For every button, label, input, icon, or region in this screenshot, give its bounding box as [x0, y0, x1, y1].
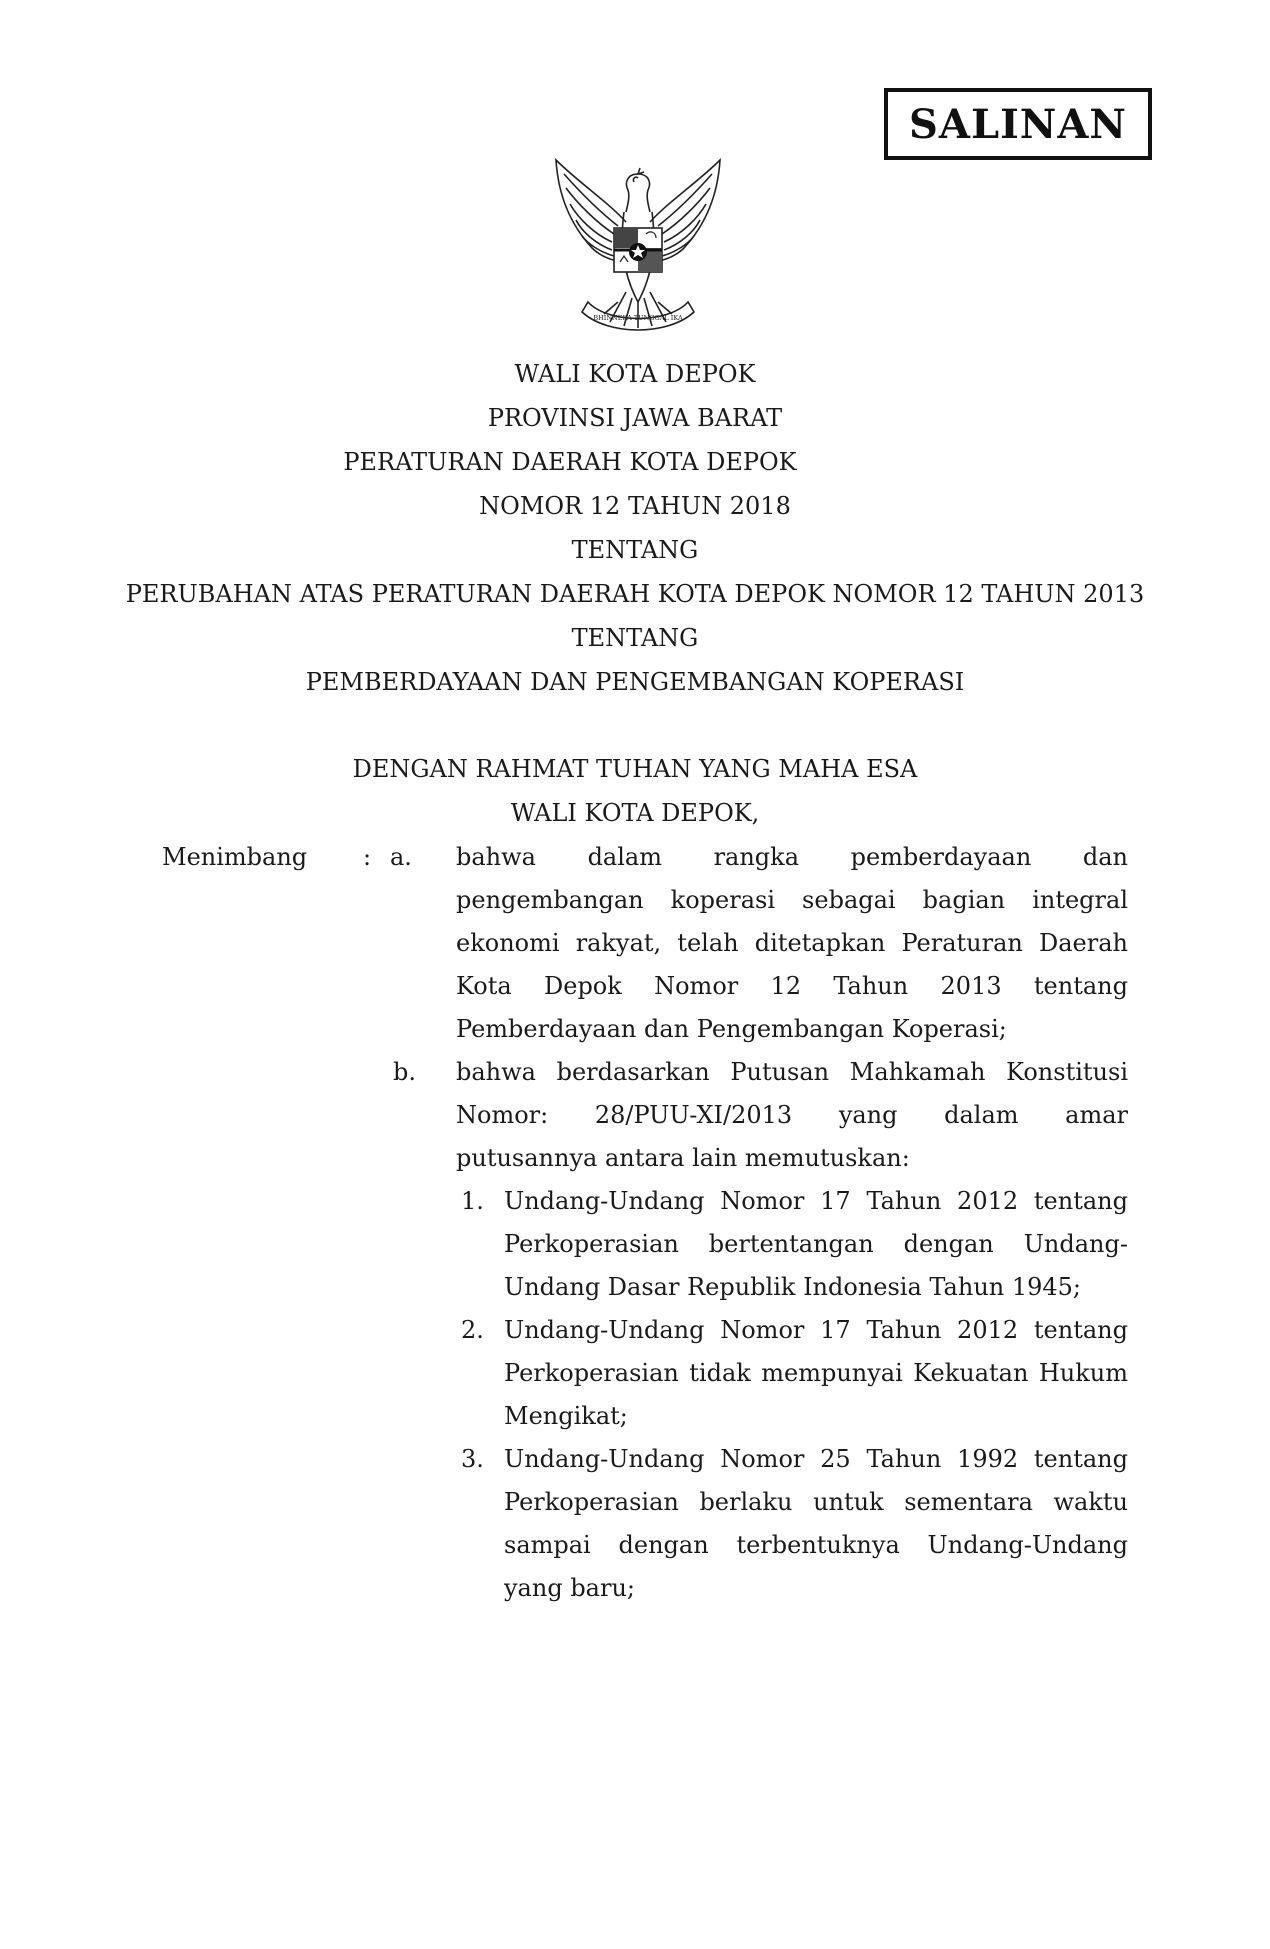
ruling-item-3-line: Undang-Undang Nomor 25 Tahun 1992 tentang	[504, 1445, 1128, 1473]
ruling-item-1-number: 1.	[461, 1187, 484, 1215]
salinan-stamp: SALINAN	[884, 88, 1152, 160]
ruling-item-2-number: 2.	[461, 1316, 484, 1344]
ruling-item-3-line: Perkoperasian berlaku untuk sementara waktu	[504, 1488, 1128, 1516]
ruling-item-3-number: 3.	[461, 1445, 484, 1473]
menimbang-colon: :	[363, 843, 372, 871]
ruling-item-1-line: Perkoperasian bertentangan dengan Undang-	[504, 1230, 1128, 1258]
preamble-wali-kota: WALI KOTA DEPOK,	[510, 799, 760, 827]
header-wali-kota: WALI KOTA DEPOK	[514, 360, 756, 388]
ruling-item-1-line: Undang-Undang Nomor 17 Tahun 2012 tentang	[504, 1187, 1128, 1215]
consideration-a-marker: a.	[390, 843, 412, 871]
menimbang-label: Menimbang	[162, 843, 308, 871]
consideration-b-line: Nomor: 28/PUU-XI/2013 yang dalam amar	[456, 1101, 1128, 1129]
ruling-item-3-line: yang baru;	[504, 1574, 636, 1602]
consideration-a-line: Pemberdayaan dan Pengembangan Koperasi;	[456, 1015, 1007, 1043]
ruling-item-2-line: Undang-Undang Nomor 17 Tahun 2012 tentang	[504, 1316, 1128, 1344]
ruling-item-2-line: Perkoperasian tidak mempunyai Kekuatan Hukum	[504, 1359, 1128, 1387]
header-provinsi: PROVINSI JAWA BARAT	[487, 404, 783, 432]
consideration-a-line: pengembangan koperasi sebagai bagian integral	[456, 886, 1128, 914]
header-tentang-1: TENTANG	[571, 536, 699, 564]
ruling-item-3-line: sampai dengan terbentuknya Undang-Undang	[504, 1531, 1128, 1559]
header-nomor: NOMOR 12 TAHUN 2018	[479, 492, 791, 520]
ruling-item-2-line: Mengikat;	[504, 1402, 628, 1430]
consideration-b-marker: b.	[393, 1058, 416, 1086]
garuda-pancasila-emblem	[548, 152, 728, 340]
consideration-a-line: ekonomi rakyat, telah ditetapkan Peraturan Daerah	[456, 929, 1128, 957]
ruling-item-1-line: Undang Dasar Republik Indonesia Tahun 1945;	[504, 1273, 1082, 1301]
preamble-rahmat: DENGAN RAHMAT TUHAN YANG MAHA ESA	[352, 755, 918, 783]
consideration-b-line: putusannya antara lain memutuskan:	[456, 1144, 910, 1172]
header-perubahan: PERUBAHAN ATAS PERATURAN DAERAH KOTA DEPOK NOMOR 12 TAHUN 2013	[125, 580, 1145, 608]
emblem-motto: BHINNEKA TUNGGAL IKA	[593, 314, 683, 322]
consideration-b-line: bahwa berdasarkan Putusan Mahkamah Konstitusi	[456, 1058, 1128, 1086]
header-peraturan: PERATURAN DAERAH KOTA DEPOK	[343, 448, 797, 476]
header-judul: PEMBERDAYAAN DAN PENGEMBANGAN KOPERASI	[305, 668, 965, 696]
header-tentang-2: TENTANG	[571, 624, 699, 652]
consideration-a-line: bahwa dalam rangka pemberdayaan dan	[456, 843, 1128, 871]
consideration-a-line: Kota Depok Nomor 12 Tahun 2013 tentang	[456, 972, 1128, 1000]
